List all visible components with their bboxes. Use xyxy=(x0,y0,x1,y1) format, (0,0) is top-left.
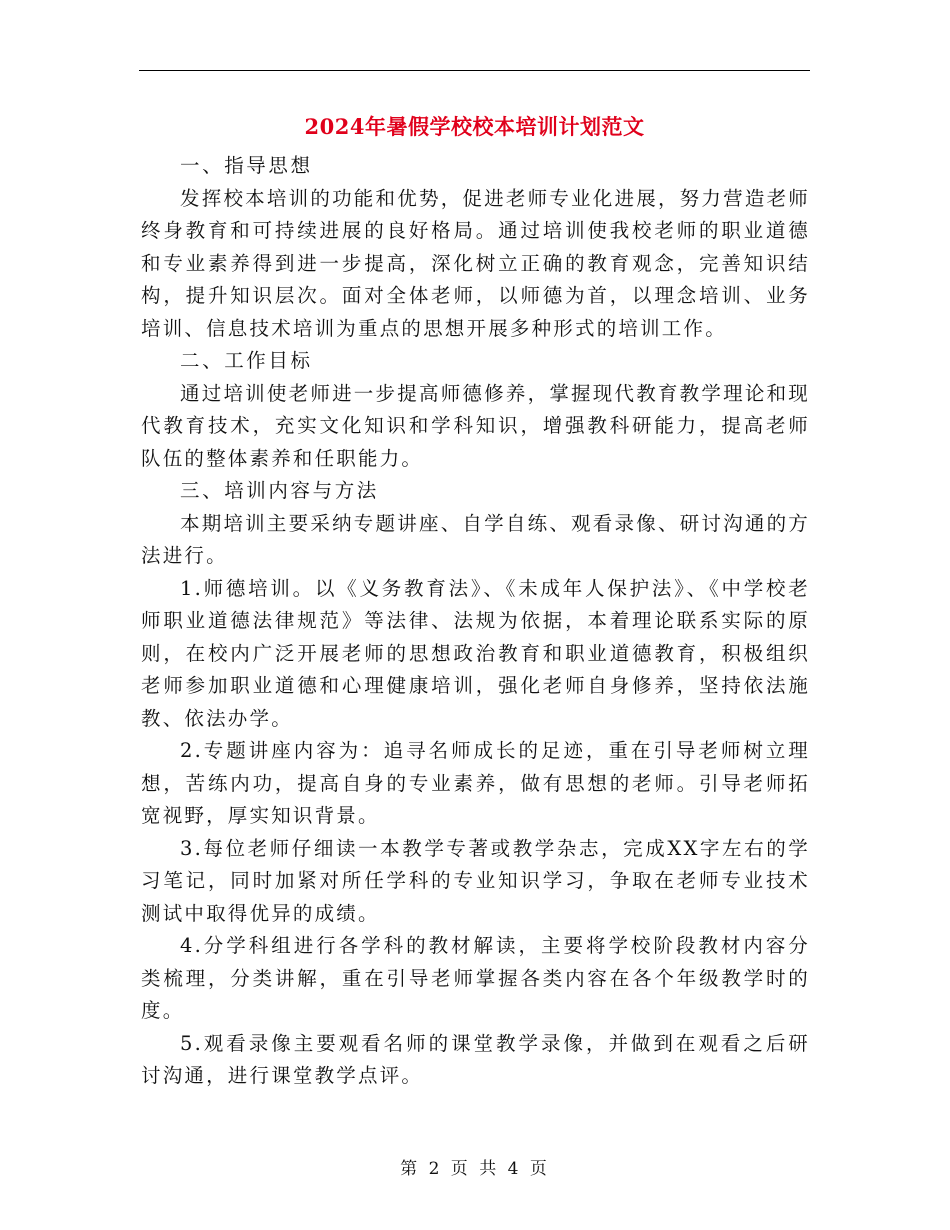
header-rule xyxy=(139,70,810,71)
paragraph-item-5-video-viewing: 5.观看录像主要观看名师的课堂教学录像，并做到在观看之后研讨沟通，进行课堂教学点评。 xyxy=(141,1031,810,1087)
paragraph-methods-intro: 本期培训主要采纳专题讲座、自学自练、观看录像、研讨沟通的方法进行。 xyxy=(141,511,810,567)
paragraph-work-goals: 通过培训使老师进一步提高师德修养，掌握现代教育教学理论和现代教育技术，充实文化知识和学科知识，增强教科研能力，提高老师队伍的整体素养和任职能力。 xyxy=(141,381,810,470)
paragraph-item-2-lectures: 2.专题讲座内容为：追寻名师成长的足迹，重在引导老师树立理想，苦练内功，提高自身的专业素养，做有思想的老师。引导老师拓宽视野，厚实知识背景。 xyxy=(141,739,810,827)
section-heading-work-goals: 二、工作目标 xyxy=(180,349,313,372)
paragraph-item-1-ethics-training: 1.师德培训。以《义务教育法》、《未成年人保护法》、《中学校老师职业道德法律规范》等法律、法规为依据，本着理论联系实际的原则，在校内广泛开展老师的思想政治教育和职业道德教育，积极组织老师参加职业道德和心理健康培训，强化老师自身修养，坚持依法施教、依法办学。 xyxy=(141,576,810,730)
section-heading-guiding-ideology: 一、指导思想 xyxy=(180,154,313,177)
page-number-footer: 第 2 页 共 4 页 xyxy=(400,1159,550,1179)
paragraph-guiding-ideology: 发挥校本培训的功能和优势，促进老师专业化进展，努力营造老师终身教育和可持续进展的良好格局。通过培训使我校老师的职业道德和专业素养得到进一步提高，深化树立正确的教育观念，完善知识结构，提升知识层次。面对全体老师，以师德为首，以理念培训、业务培训、信息技术培训为重点的思想开展多种形式的培训工作。 xyxy=(141,186,810,340)
paragraph-item-3-reading: 3.每位老师仔细读一本教学专著或教学杂志，完成XX字左右的学习笔记，同时加紧对所任学科的专业知识学习，争取在老师专业技术测试中取得优异的成绩。 xyxy=(141,836,810,925)
section-heading-content-methods: 三、培训内容与方法 xyxy=(180,479,379,502)
paragraph-item-4-textbook-analysis: 4.分学科组进行各学科的教材解读，主要将学校阶段教材内容分类梳理，分类讲解，重在引导老师掌握各类内容在各个年级教学时的度。 xyxy=(141,934,810,1022)
document-title: 2024年暑假学校校本培训计划范文 xyxy=(304,114,645,139)
document-body xyxy=(141,150,810,1093)
